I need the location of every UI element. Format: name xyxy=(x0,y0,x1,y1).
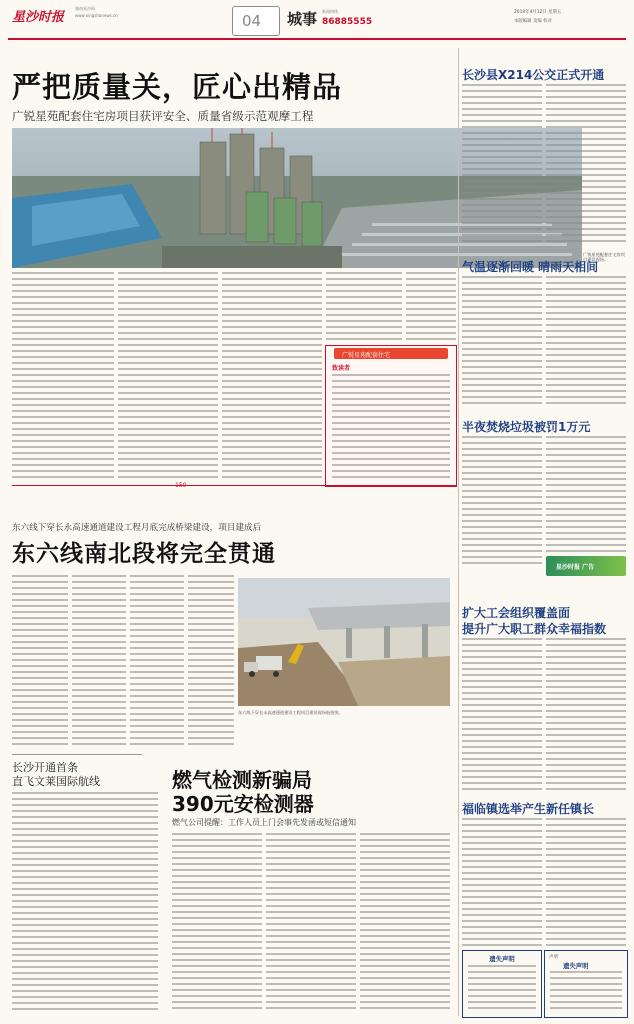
bridge-construction-illustration xyxy=(238,578,450,706)
e6-body-col-4 xyxy=(188,575,234,745)
e6-photo xyxy=(238,578,450,706)
notice-right xyxy=(544,950,628,1018)
weather-body-col-2 xyxy=(546,276,626,406)
gas-body-col-1 xyxy=(172,833,262,1013)
kaitong-rule xyxy=(12,754,142,755)
section-name: 城事 xyxy=(287,10,318,28)
e6-body-col-3 xyxy=(130,575,184,745)
gas-subtitle: 燃气公司提醒：工作人员上门会事先发函或短信通知 xyxy=(172,818,356,827)
notice-left-body xyxy=(468,965,536,1011)
weather-body-col-1 xyxy=(462,276,542,406)
lead-headline: 严把质量关，匠心出精品 xyxy=(12,70,343,104)
union-body-col-2 xyxy=(546,638,626,790)
e6-headline: 东六线南北段将完全贯通 xyxy=(12,541,276,567)
notice-left xyxy=(462,950,542,1018)
masthead-rule xyxy=(8,38,626,40)
editor-credits: 本版编辑 美编 校对 xyxy=(514,19,552,24)
page-number: 04 xyxy=(242,12,262,30)
info-box-banner-text: 广锐星苑配套住宅 xyxy=(342,352,391,359)
fuxing-headline: 福临镇选举产生新任镇长 xyxy=(462,802,595,816)
notice-right-label: 声明 xyxy=(549,955,559,960)
kaitong-title-line2: 直飞文莱国际航线 xyxy=(12,775,100,788)
hotline-number: 86885555 xyxy=(322,17,373,27)
notice-right-body xyxy=(550,971,622,1011)
lead-body-col-1 xyxy=(12,272,114,482)
logo-sub2: www.xingshanews.cn xyxy=(75,13,118,18)
lead-divider xyxy=(12,485,456,486)
logo-sub1: 湖南星沙网 xyxy=(75,6,95,11)
union-headline-line1: 扩大工会组织覆盖面 xyxy=(462,606,571,620)
ad-banner-text: 星沙时报 广告 xyxy=(556,564,595,571)
x214-body-col-2 xyxy=(546,84,626,244)
column-divider xyxy=(458,48,459,1016)
x214-headline: 长沙县X214公交正式开通 xyxy=(462,68,605,82)
notice-right-title: 遗失声明 xyxy=(563,962,589,970)
lead-photo-caption: 广锐星苑配套住宅房项目建设现场。 xyxy=(583,252,625,263)
bbq-body-col-1 xyxy=(462,436,542,566)
lead-body-col-2 xyxy=(118,272,218,482)
e6-kicker: 东六线下穿长永高速通道建设工程月底完成桥梁建设，项目建成后 xyxy=(12,523,262,533)
issue-date: 2019年4月12日 星期五 xyxy=(514,10,562,15)
gas-body-col-2 xyxy=(266,833,356,1013)
union-body-col-1 xyxy=(462,638,542,790)
union-headline-line2: 提升广大职工群众幸福指数 xyxy=(462,622,607,636)
info-box-header: 致读者 xyxy=(332,365,351,372)
kaitong-title-line1: 长沙开通首条 xyxy=(12,761,78,774)
gas-title-line2: 390元安检测器 xyxy=(172,792,314,816)
page-number-box xyxy=(232,6,280,36)
info-box-banner xyxy=(334,348,448,359)
info-box-body xyxy=(332,374,450,482)
fuxing-body-col-2 xyxy=(546,818,626,946)
fuxing-body-col-1 xyxy=(462,818,542,946)
hotline-label: 新闻热线 xyxy=(322,9,338,14)
x214-body-col-1 xyxy=(462,84,542,244)
lead-body-col-3 xyxy=(222,272,322,482)
gas-title-line1: 燃气检测新骗局 xyxy=(172,768,312,792)
masthead xyxy=(0,0,634,40)
lead-body-col-5 xyxy=(406,272,456,342)
gas-body-col-3 xyxy=(360,833,450,1013)
e6-body-col-1 xyxy=(12,575,68,745)
e6-photo-caption: 东六线下穿长永高速通道建设工程项目建设现场航拍图。 xyxy=(238,710,343,715)
lead-body-col-4 xyxy=(326,272,402,342)
notice-left-title: 遗失声明 xyxy=(489,955,515,963)
e6-body-col-2 xyxy=(72,575,126,745)
newspaper-logo: 星沙时报 xyxy=(12,10,65,25)
bbq-body-col-2 xyxy=(546,436,626,554)
ad-banner[interactable] xyxy=(546,556,626,576)
bbq-headline: 半夜焚烧垃圾被罚1万元 xyxy=(462,420,591,434)
weather-headline: 气温逐渐回暖 晴雨天相间 xyxy=(462,260,599,274)
kaitong-body xyxy=(12,792,158,1012)
lead-subheadline: 广锐星苑配套住宅房项目获评安全、质量省级示范观摩工程 xyxy=(12,109,314,123)
red-info-box xyxy=(325,345,457,487)
